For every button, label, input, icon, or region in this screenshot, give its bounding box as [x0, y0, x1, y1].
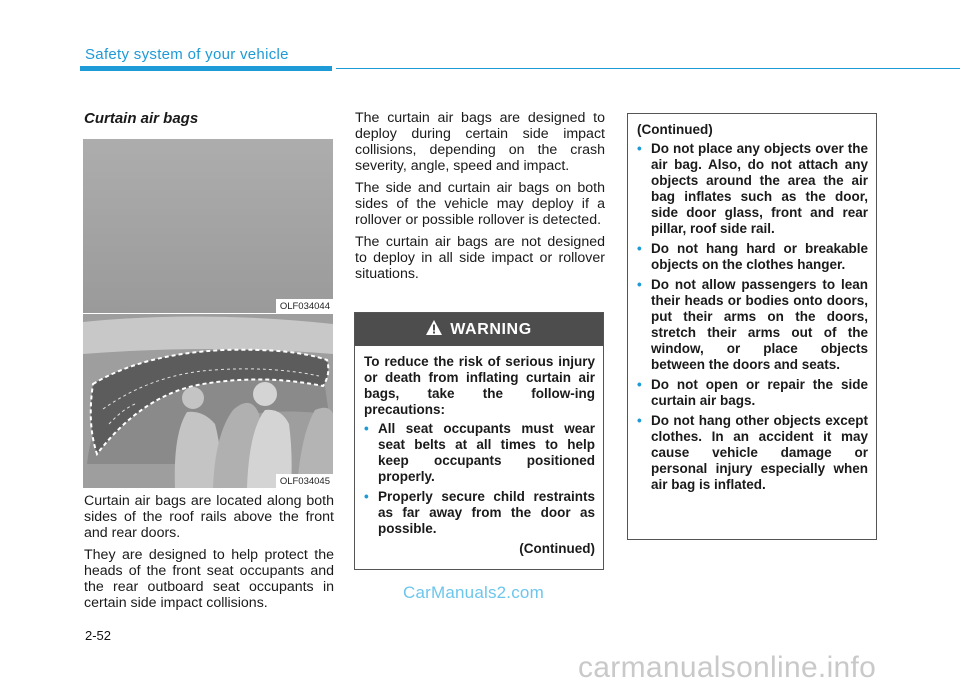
continued-label: (Continued) [519, 541, 595, 556]
paragraph: The curtain air bags are designed to deploy during certain side impact collisions, depending on the crash severity, angle, speed and impact. [355, 110, 605, 174]
list-item: • Properly secure child restraints as far away from the door as possible. [364, 489, 595, 536]
continued-warning-box [627, 113, 877, 540]
airbag-illustration [83, 314, 333, 488]
figure-curtain-airbag-deployed [83, 314, 333, 488]
continued-list [637, 141, 868, 493]
list-item: • Do not open or repair the side curtain air bags. [637, 377, 868, 408]
figure-curtain-airbag-location [83, 139, 333, 313]
bullet-dot-icon: • [364, 489, 369, 504]
warning-triangle-icon [426, 320, 442, 340]
paragraph: The curtain air bags are not designed to deploy in all side impact or rollover situations. [355, 234, 605, 282]
column1-body [84, 493, 334, 617]
figure-code: OLF034044 [276, 299, 333, 313]
column2-body [355, 110, 605, 288]
header-accent-bar [80, 66, 332, 71]
section-header-title: Safety system of your vehicle [85, 46, 289, 63]
page-number: 2-52 [85, 628, 112, 643]
paragraph: They are designed to help protect the heads of the front seat occupants and the rear outboard seat occupants in certain side impact collisions. [84, 547, 334, 611]
watermark-footer[interactable]: carmanualsonline.info [578, 651, 877, 684]
continued-title: (Continued) [637, 122, 713, 137]
list-item: • Do not hang hard or breakable objects on the clothes hanger. [637, 241, 868, 272]
bullet-dot-icon: • [637, 277, 642, 292]
header-rule [336, 68, 960, 69]
warning-box [354, 312, 604, 570]
figure-code: OLF034045 [276, 474, 333, 488]
bullet-dot-icon: • [637, 241, 642, 256]
bullet-dot-icon: • [637, 413, 642, 428]
warning-body [355, 346, 603, 557]
bullet-dot-icon: • [637, 141, 642, 156]
paragraph: Curtain air bags are located along both sides of the roof rails above the front and rear doors. [84, 493, 334, 541]
continued-body [628, 114, 876, 493]
watermark-link[interactable]: CarManuals2.com [403, 583, 544, 602]
bullet-dot-icon: • [364, 421, 369, 436]
list-item: • Do not place any objects over the air bag. Also, do not attach any objects around the area the air bag inflates such as the door, side door glass, front and rear pillar, roof side rail. [637, 141, 868, 236]
list-item: • Do not allow passengers to lean their heads or bodies onto doors, put their arms on the doors, stretch their arms out of the window, or place objects between the doors and seats. [637, 277, 868, 372]
list-item: • Do not hang other objects except clothes. In an accident it may cause vehicle damage or personal injury especially when air bag is inflated. [637, 413, 868, 492]
warning-intro: To reduce the risk of serious injury or death from inflating curtain air bags, take the follow-ing precautions: [364, 354, 595, 417]
warning-list [364, 421, 595, 537]
section-heading: Curtain air bags [84, 110, 199, 127]
warning-title: WARNING [450, 320, 532, 338]
warning-header [355, 313, 603, 346]
bullet-dot-icon: • [637, 377, 642, 392]
list-item: • All seat occupants must wear seat belts at all times to help keep occupants positioned properly. [364, 421, 595, 484]
paragraph: The side and curtain air bags on both sides of the vehicle may deploy if a rollover or possible rollover is detected. [355, 180, 605, 228]
